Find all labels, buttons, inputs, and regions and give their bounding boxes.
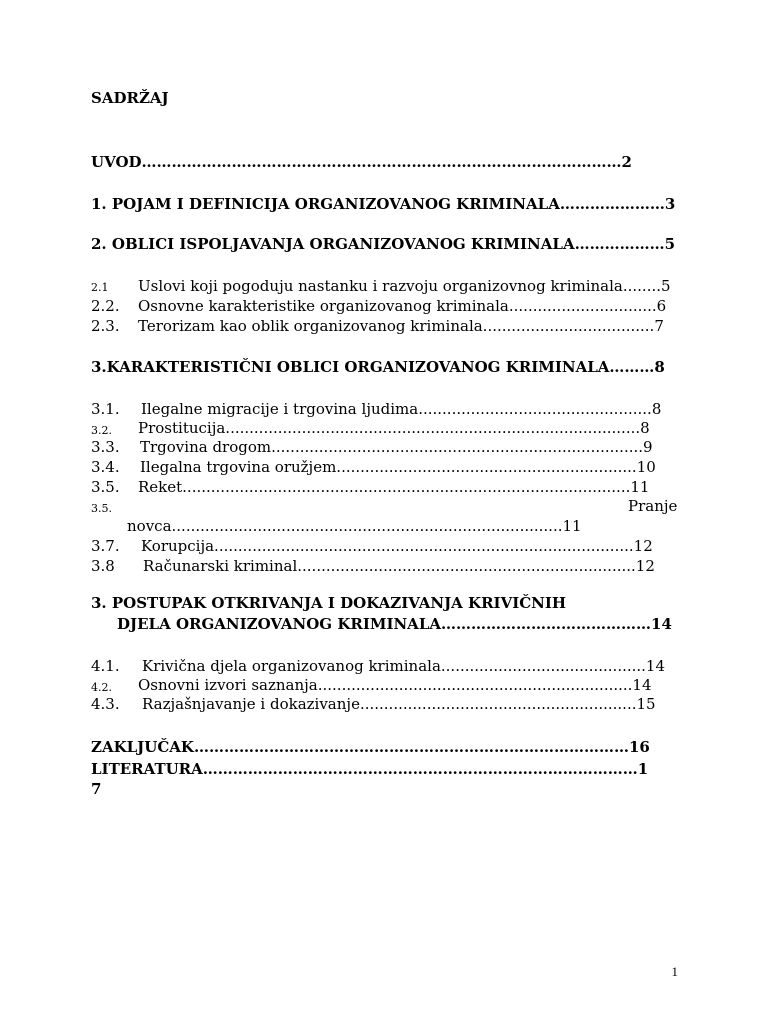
toc-subentry-number: 4.2. <box>91 681 112 694</box>
toc-subentry: Trgovina drogom..............................................................................9 <box>140 438 653 456</box>
toc-entry-chapter-2: 2. OBLICI ISPOLJAVANJA ORGANIZOVANOG KRIMINALA………………5 <box>91 235 676 253</box>
toc-entry-chapter-4: 3. POSTUPAK OTKRIVANJA I DOKAZIVANJA KRIVIČNIH <box>91 594 567 612</box>
toc-subentry-continuation: novca..................................................................................11 <box>127 517 582 535</box>
toc-subentry: Razjašnjavanje i dokazivanje..........................................................15 <box>142 695 656 713</box>
toc-subentry-number: 2.2. <box>91 297 120 315</box>
toc-subentry: Pranje <box>628 497 678 515</box>
toc-subentry-number: 2.3. <box>91 317 120 335</box>
toc-subentry: Računarski kriminal.......................................................................12 <box>143 557 655 575</box>
toc-subentry: Ilegalna trgovina oružjem...............................................................10 <box>140 458 656 476</box>
toc-entry-literatura-continuation: 7 <box>91 780 102 798</box>
toc-subentry: Krivična djela organizovanog kriminala...........................................14 <box>142 657 666 675</box>
toc-subentry: Uslovi koji pogoduju nastanku i razvoju organizovnog kriminala........5 <box>138 277 671 295</box>
toc-subentry-number: 3.5. <box>91 478 120 496</box>
toc-subentry-number: 4.3. <box>91 695 120 713</box>
toc-heading: SADRŽAJ <box>91 89 169 107</box>
toc-subentry: Osnovne karakteristike organizovanog kriminala...............................6 <box>138 297 667 315</box>
toc-entry-literatura: LITERATURA……………………………………………………………………………1 <box>91 760 649 778</box>
toc-subentry: Prostitucija.......................................................................................8 <box>138 419 650 437</box>
toc-subentry-number: 3.1. <box>91 400 120 418</box>
toc-subentry-number: 3.8 <box>91 557 115 575</box>
toc-subentry: Korupcija........................................................................................12 <box>141 537 653 555</box>
toc-entry-uvod: UVOD……………………………………………………………………………………2 <box>91 153 632 171</box>
toc-subentry-number: 3.2. <box>91 424 112 437</box>
toc-subentry: Ilegalne migracije i trgovina ljudima.................................................8 <box>141 400 662 418</box>
toc-subentry: Reket..............................................................................................11 <box>138 478 650 496</box>
toc-entry-chapter-1: 1. POJAM I DEFINICIJA ORGANIZOVANOG KRIMINALA…………………3 <box>91 195 676 213</box>
toc-subentry-number: 3.7. <box>91 537 120 555</box>
toc-subentry-number: 2.1 <box>91 281 109 294</box>
toc-subentry-number: 4.1. <box>91 657 120 675</box>
page-number: 1 <box>671 964 678 979</box>
toc-entry-zakljucak: ZAKLJUČAK……………………………………………………………………………16 <box>91 738 650 756</box>
toc-subentry: Terorizam kao oblik organizovanog kriminala....................................7 <box>138 317 664 335</box>
toc-subentry-number: 3.4. <box>91 458 120 476</box>
toc-subentry-number: 3.3. <box>91 438 120 456</box>
toc-entry-chapter-3: 3.KARAKTERISTIČNI OBLICI ORGANIZOVANOG KRIMINALA………8 <box>91 358 665 376</box>
toc-subentry: Osnovni izvori saznanja..................................................................14 <box>138 676 652 694</box>
toc-subentry-number: 3.5. <box>91 502 112 515</box>
toc-entry-chapter-4-continuation: DJELA ORGANIZOVANOG KRIMINALA……………………………………14 <box>117 615 672 633</box>
